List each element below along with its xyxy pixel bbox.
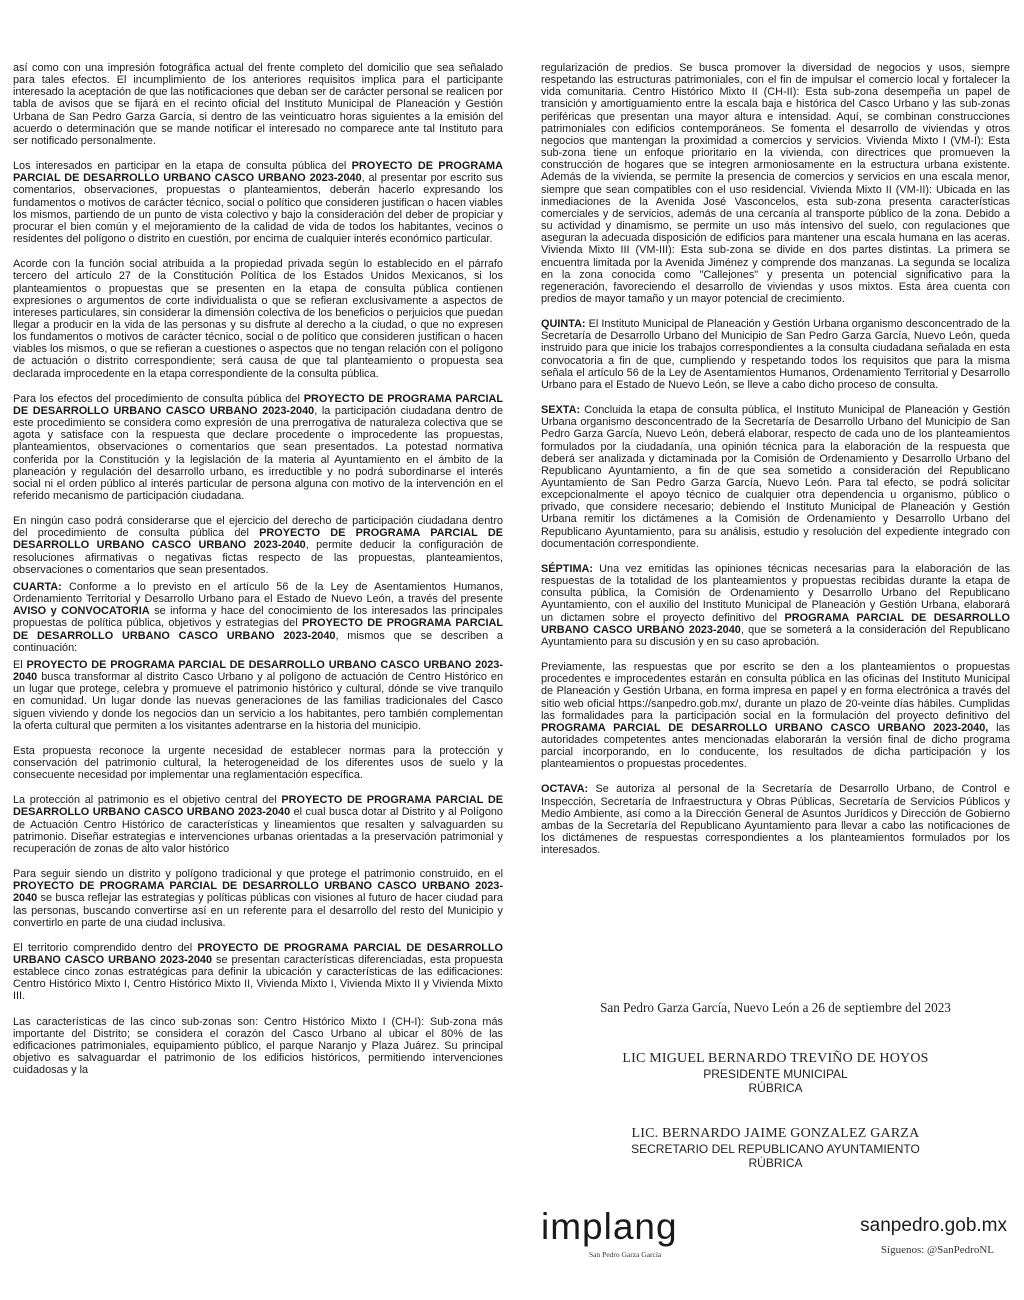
clause-quinta: QUINTA: El Instituto Municipal de Planeación y Gestión Urbana organismo desconcentrado de la Secretaría de Desarrollo Urbano del Municipio de San Pedro Garza García, Nuevo León, queda instruido para que inicie los trabajos correspondientes a la consulta ciudadana señalada en esta convocatoria a fin de que, cumpliendo y respetando todos los requisitos que para la misma señala el artículo 56 de la Ley de Asentamientos Humanos, Ordenamiento Territorial y Desarrollo Urbano para el Estado de Nuevo León, se lleve a cabo dicho proceso de consulta.	[541, 318, 1010, 391]
signatory-rubric: RÚBRICA	[748, 1156, 803, 1170]
left-paragraph-4: Para los efectos del procedimiento de consulta pública del PROYECTO DE PROGRAMA PARCIAL DE DESARROLLO URBANO CASCO URBANO 2023-2040, la participación ciudadana dentro de este procedimiento se considera como expresión de una prerrogativa de naturaleza colectiva que se agota y satisface con la respuesta que declare procedente o improcedente las propuestas, planteamientos, observaciones o comentarios que sean presentados. La potestad normativa conferida por la Constitución y la legislación de la materia al Ayuntamiento en el ámbito de la planeación y regulación del desarrollo urbano, es irreductible y no podrá subordinarse el interés social ni el orden público al interés particular de persona alguna con motivo de la intervención en el referido mecanismo de participación ciudadana.	[13, 392, 503, 502]
social-handle: Síguenos: @SanPedroNL	[880, 1244, 994, 1256]
right-paragraph-1: regularización de predios. Se busca promover la diversidad de negocios y usos, siempre respetando las estructuras patrimoniales, con el fin de impulsar el comercio local y fortalecer la vida comunitaria. Centro Histórico Mixto II (CH-II): Esta sub-zona desempeña un papel de transición y amortiguamiento entre la escala baja e histórica del Casco Urbano y las sub-zonas periféricas que presentan una mayor altura e intensidad. Aquí, se combinan construcciones patrimoniales con edificios contemporáneos. Se fomenta el desarrollo de viviendas y otros negocios que mantengan la proximidad a comercios y servicios. Vivienda Mixto I (VM-I): Esta sub-zona tiene un enfoque prioritario en la vivienda, con directrices que promueven la construcción de hogares que se integren armoniosamente en la estructura urbana existente. Además de la vivienda, se permite la presencia de comercios y servicios en una escala menor, siempre que sean compatibles con el uso residencial. Vivienda Mixto II (VM-II): Ubicada en las inmediaciones de la Avenida José Vasconcelos, esta sub-zona presenta características comerciales y de servicios, además de una cercanía al transporte público de la zona. Debido a su actividad y dinamismo, se permite un uso más intensivo del suelo, con regulaciones que aseguran la adecuada disposición de edificios para mantener una escala humana en las aceras. Vivienda Mixto III (VM-III): Esta sub-zona se divide en dos partes distintas. La primera se encuentra limitada por la Avenida Jiménez y comprende dos manzanas. La segunda se localiza en la zona conocida como "Callejones" y presenta un potencial significativo para la regeneración, favoreciendo el desarrollo de viviendas y usos mixtos. Esta área cuenta con predios de mayor tamaño y un mayor potencial de crecimiento.	[541, 62, 1010, 305]
signature-block-president	[541, 1051, 1010, 1095]
place-and-date: San Pedro Garza García, Nuevo León a 26 de septiembre del 2023	[600, 1000, 951, 1015]
left-paragraph-8: Esta propuesta reconoce la urgente necesidad de establecer normas para la protección y conservación del patrimonio cultural, la heterogeneidad de los diferentes usos de suelo y la consecuente necesidad por implementar una reglamentación específica.	[13, 744, 503, 782]
clause-sexta: SEXTA: Concluida la etapa de consulta pública, el Instituto Municipal de Planeación y Gestión Urbana organismo desconcentrado de la Secretaría de Desarrollo Urbano del Municipio de San Pedro Garza García, Nuevo León, deberá elaborar, respecto de cada uno de los planteamientos formulados por la ciudadanía, una opinión técnica para la elaboración de la respuesta que deberá ser analizada y dictaminada por la Comisión de Ordenamiento y Desarrollo Urbano del Republicano Ayuntamiento, a fin de que sea sometido a consideración del Republicano Ayuntamiento de San Pedro Garza García, Nuevo León. Para tal efecto, se podrá solicitar excepcionalmente el apoyo técnico de cualquier otra dependencia u organismo, público o privado, que considere necesario; debiendo el Instituto Municipal de Planeación y Gestión Urbana remitir los dictámenes a la Comisión de Ordenamiento y Desarrollo Urbano del Republicano Ayuntamiento, para su análisis, estudio y resolución del expediente integrado con documentación correspondiente.	[541, 404, 1010, 550]
implang-logo	[541, 1207, 681, 1263]
left-paragraph-2: Los interesados en participar en la etapa de consulta pública del PROYECTO DE PROGRAMA PARCIAL DE DESARROLLO URBANO CASCO URBANO 2023-2040, al presentar por escrito sus comentarios, observaciones, propuestas o planteamientos, deberán hacerlo expresando los fundamentos o motivos de carácter técnico, social o político que consideren justifican o hacen viables los mismos, partiendo de un punto de vista colectivo y bajo la consideración del deber de propiciar y procurar el bien común y el mejoramiento de la calidad de vida de todos los habitantes, vecinos o residentes del polígono o distrito en cuestión, por encima de cualquier interés económico particular.	[13, 160, 504, 246]
logo-subtitle: San Pedro Garza García	[589, 1250, 662, 1259]
website-link[interactable]: sanpedro.gob.mx	[860, 1215, 1007, 1236]
clause-octava: OCTAVA: Se autoriza al personal de la Secretaría de Desarrollo Urbano, de Control e Inspección, Secretaría de Infraestructura y Obras Públicas, Secretaría de Servicios Públicos y Medio Ambiente, así como a la Dirección General de Asuntos Jurídicos y Dirección de Gobierno ambas de la Secretaría del Republicano Ayuntamiento para llevar a cabo las notificaciones de los dictámenes de respuestas correspondientes a los planteamientos formulados por los interesados.	[541, 783, 1010, 857]
left-paragraph-5: En ningún caso podrá considerarse que el ejercicio del derecho de participación ciudadana dentro del procedimiento de consulta pública del PROYECTO DE PROGRAMA PARCIAL DE DESARROLLO URBANO CASCO URBANO 2023-2040, permite deducir la configuración de resoluciones afirmativas o negativas fictas respecto de las propuestas, planteamientos, observaciones o comentarios que sean presentados.	[13, 515, 503, 576]
right-column	[541, 62, 1010, 869]
signatory-role: PRESIDENTE MUNICIPAL	[703, 1067, 848, 1081]
right-paragraph-5: Previamente, las respuestas que por escrito se den a los planteamientos o propuestas procedentes e improcedentes estarán en consulta pública en las oficinas del Instituto Municipal de Planeación y Gestión Urbana, en forma impresa en papel y en forma electrónica a través del sitio web oficial https://sanpedro.gob.mx/, durante un plazo de 20-veinte días hábiles. Cumplidas las formalidades para la participación social en la formulación del proyecto definitivo del PROGRAMA PARCIAL DE DESARROLLO URBANO CASCO URBANO 2023-2040, las autoridades competentes antes mencionadas elaborarán la versión final de dicho programa parcial incorporando, en lo conducente, los resultados de dicha participación y los planteamientos o propuestas procedentes.	[541, 661, 1010, 771]
left-paragraph-12: Las características de las cinco sub-zonas son: Centro Histórico Mixto I (CH-I): Sub-zona más importante del Distrito; se considera el corazón del Casco Urbano al ubicar el 80% de las edificaciones patrimoniales, equipamiento público, el parque Naranjo y Plaza Juárez. Su principal objetivo es salvaguardar el patrimonio de los edificios históricos, permitiendo intervenciones cuidadosas y la	[13, 1015, 503, 1077]
signatory-name: LIC MIGUEL BERNARDO TREVIÑO DE HOYOS	[622, 1051, 929, 1066]
signatory-rubric: RÚBRICA	[748, 1081, 803, 1095]
left-paragraph-10: Para seguir siendo un distrito y polígono tradicional y que protege el patrimonio construido, en el PROYECTO DE PROGRAMA PARCIAL DE DESARROLLO URBANO CASCO URBANO 2023-2040 se busca reflejar las estrategias y políticas públicas con visiones al futuro de hacer ciudad para las personas, buscando convertirse así en un referente para el desarrollo del resto del Municipio y convertirlo en parte de una ciudad inclusiva.	[13, 868, 503, 929]
signatory-role: SECRETARIO DEL REPUBLICANO AYUNTAMIENTO	[631, 1142, 920, 1156]
signatory-name: LIC. BERNARDO JAIME GONZALEZ GARZA	[631, 1126, 920, 1141]
clause-septima: SÉPTIMA: Una vez emitidas las opiniones técnicas necesarias para la elaboración de las respuestas de la totalidad de los planteamientos y propuestas recibidas durante la etapa de consulta pública, la Comisión de Ordenamiento y Desarrollo Urbano del Republicano Ayuntamiento, con el auxilio del Instituto Municipal de Planeación y Gestión Urbana, elaborará un dictamen sobre el proyecto definitivo del PROGRAMA PARCIAL DE DESARROLLO URBANO CASCO URBANO 2023-2040, que se someterá a la consideración del Republicano Ayuntamiento para su discusión y en su caso aprobación.	[541, 562, 1010, 648]
signature-block-secretary	[541, 1126, 1010, 1170]
left-paragraph-3: Acorde con la función social atribuida a la propiedad privada según lo establecido en el párrafo tercero del artículo 27 de la Constitución Política de los Estados Unidos Mexicanos, si los planteamientos o propuestas que se presenten en la etapa de consulta pública contienen expresiones o argumentos de corte individualista o que se refieran exclusivamente a aspectos de intereses particulares, sin considerar la dimensión colectiva de los beneficios o perjuicios que puedan llegar a producir en la vida de las personas y su disfrute al derecho a la ciudad, o que no expresen los fundamentos o motivos de carácter técnico, social o de político que consideren justifican o hacen viables los mismos, o que se refieran a cuestiones o aspectos que no tengan relación con el polígono de actuación o distrito correspondiente; será causa de que tal planteamiento o propuesta sea declarada improcedente en la etapa correspondiente de la consulta pública.	[13, 258, 503, 380]
left-paragraph-7: El PROYECTO DE PROGRAMA PARCIAL DE DESARROLLO URBANO CASCO URBANO 2023-2040 busca transformar al distrito Casco Urbano y al polígono de actuación de Centro Histórico en un lugar que protege, celebra y promueve el patrimonio histórico y cultural, dónde se vive tranquilo en comunidad. Un lugar donde las nuevas generaciones de las familias tradicionales del Casco siguen viviendo y donde los negocios dan un servicio a los habitantes, pero también complementan la oferta cultural que permiten a los visitantes adentrarse en la historia del municipio.	[13, 658, 503, 732]
left-paragraph-11: El territorio comprendido dentro del PROYECTO DE PROGRAMA PARCIAL DE DESARROLLO URBANO CASCO URBANO 2023-2040 se presentan características diferenciadas, esta propuesta establece cinco zonas estratégicas para definir la ubicación y características de las edificaciones: Centro Histórico Mixto I, Centro Histórico Mixto II, Vivienda Mixto I, Vivienda Mixto II y Vivienda Mixto III.	[13, 941, 503, 1003]
left-paragraph-9: La protección al patrimonio es el objetivo central del PROYECTO DE PROGRAMA PARCIAL DE DESARROLLO URBANO CASCO URBANO 2023-2040 el cual busca dotar al Distrito y al Polígono de Actuación Centro Histórico de características y lineamientos que resalten y salvaguarden su patrimonio. Diseñar estrategias e intervenciones urbanas orientadas a la preservación patrimonial y recuperación de zonas de alto valor histórico	[13, 794, 503, 855]
logo-wordmark: implang	[541, 1206, 678, 1247]
left-column	[13, 62, 503, 1089]
left-paragraph-1: así como con una impresión fotográfica actual del frente completo del domicilio que sea señalado para tales efectos. El incumplimiento de los anteriores requisitos implica para el participante interesado la aceptación de que las notificaciones que deban ser de carácter personal se realicen por tabla de avisos que se fijará en el recinto oficial del Instituto Municipal de Planeación y Gestión Urbana de San Pedro Garza García, si dentro de las veinticuatro horas siguientes a la emisión del acuerdo o determinación que se mande notificar el interesado no comparece ante tal Instituto para ser notificado personalmente.	[13, 62, 503, 147]
clause-cuarta: CUARTA: Conforme a lo previsto en el artículo 56 de la Ley de Asentamientos Humanos, Ordenamiento Territorial y Desarrollo Urbano para el Estado de Nuevo León, a través del presente AVISO y CONVOCATORIA se informa y hace del conocimiento de los interesados las principales propuestas de política pública, objetivos y estrategias del PROYECTO DE PROGRAMA PARCIAL DE DESARROLLO URBANO CASCO URBANO 2023-2040, mismos que se describen a continuación:	[13, 580, 503, 654]
